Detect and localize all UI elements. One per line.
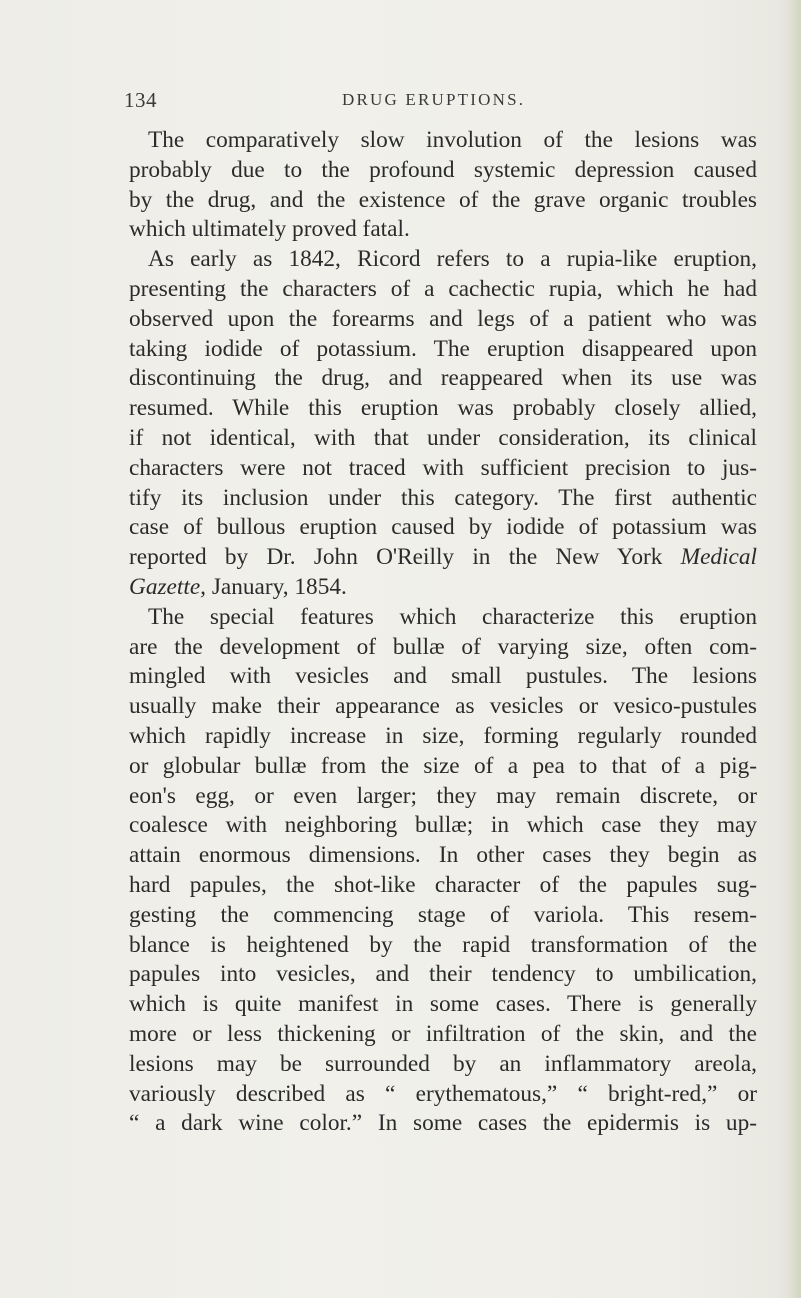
line-text: which ultimately proved fatal. <box>129 216 410 243</box>
line-text: January, 1854. <box>206 573 347 600</box>
text-line <box>129 1020 757 1050</box>
text-line <box>129 1050 757 1080</box>
text-line <box>129 126 757 156</box>
line-text: by the drug, and the existence of the grave organic troubles <box>129 186 757 213</box>
line-text: The comparatively slow involution of the lesions was <box>148 127 757 153</box>
line-text: taking iodide of potassium. The eruption disappeared upon <box>129 335 757 362</box>
running-title: DRUG ERUPTIONS. <box>342 90 526 109</box>
line-text: presenting the characters of a cachectic rupia, which he had <box>129 275 757 302</box>
text-line <box>129 215 757 245</box>
line-text: discontinuing the drug, and reappeared when its use was <box>129 365 757 392</box>
line-text: if not identical, with that under consideration, its clinical <box>129 424 757 451</box>
text-line <box>129 722 757 752</box>
line-text: resumed. While this eruption was probably closely allied, <box>129 395 757 422</box>
text-line <box>129 186 757 216</box>
text-line <box>129 484 757 514</box>
text-line <box>129 931 757 961</box>
text-line <box>129 394 757 424</box>
line-text: attain enormous dimensions. In other cases they begin as <box>129 842 757 869</box>
text-line <box>129 871 757 901</box>
line-text: hard papules, the shot-like character of the papules sug- <box>129 871 757 898</box>
text-line <box>129 156 757 186</box>
italic-text: Medical <box>680 544 757 571</box>
text-line <box>129 513 757 543</box>
text-line <box>129 424 757 454</box>
line-text: tify its inclusion under this category. The first authentic <box>129 484 757 511</box>
line-text: which is quite manifest in some cases. There is generally <box>129 991 757 1018</box>
italic-text: Gazette, <box>129 573 206 600</box>
line-text: usually make their appearance as vesicles or vesico-pustules <box>129 693 757 720</box>
text-line <box>129 543 757 573</box>
line-text: reported by Dr. John O'Reilly in the New York <box>129 544 681 571</box>
page-edge-shadow <box>789 0 801 1298</box>
text-line <box>129 573 757 603</box>
text-line <box>129 275 757 305</box>
text-line <box>129 1109 757 1139</box>
text-line <box>129 960 757 990</box>
page-header <box>124 88 764 120</box>
text-line <box>129 603 757 633</box>
text-line <box>129 752 757 782</box>
text-line <box>129 305 757 335</box>
line-text: case of bullous eruption caused by iodide of potassium was <box>129 514 757 541</box>
text-line <box>129 335 757 365</box>
page-number: 134 <box>124 88 157 112</box>
line-text: are the development of bullæ of varying size, often com- <box>129 633 757 660</box>
text-line <box>129 782 757 812</box>
line-text: coalesce with neighboring bullæ; in which case they may <box>129 812 757 839</box>
text-line <box>129 692 757 722</box>
line-text: The special features which characterize this eruption <box>148 603 757 630</box>
line-text: blance is heightened by the rapid transformation of the <box>129 931 757 958</box>
text-line <box>129 454 757 484</box>
line-text: observed upon the forearms and legs of a patient who was <box>129 305 757 332</box>
line-text: mingled with vesicles and small pustules. The lesions <box>129 663 757 690</box>
line-text: characters were not traced with sufficient precision to jus- <box>129 454 757 481</box>
line-text: or globular bullæ from the size of a pea to that of a pig- <box>129 752 757 779</box>
line-text: variously described as “ erythematous,” “ bright-red,” or <box>129 1080 757 1107</box>
line-text: which rapidly increase in size, forming regularly rounded <box>129 722 757 749</box>
line-text: “ a dark wine color.” In some cases the epidermis is up- <box>129 1110 757 1137</box>
text-line <box>129 990 757 1020</box>
line-text: more or less thickening or infiltration of the skin, and the <box>129 1020 757 1047</box>
body-text <box>129 126 757 1139</box>
text-line <box>129 1080 757 1110</box>
line-text: gesting the commencing stage of variola. This resem- <box>129 901 757 928</box>
line-text: eon's egg, or even larger; they may remain discrete, or <box>129 782 757 809</box>
line-text: papules into vesicles, and their tendency to umbilication, <box>129 961 757 988</box>
text-line <box>129 633 757 663</box>
line-text: As early as 1842, Ricord refers to a rupia-like eruption, <box>148 246 757 273</box>
line-text: probably due to the profound systemic depression caused <box>129 156 757 183</box>
text-line <box>129 841 757 871</box>
text-line <box>129 662 757 692</box>
text-line <box>129 811 757 841</box>
text-line <box>129 364 757 394</box>
line-text: lesions may be surrounded by an inflammatory areola, <box>129 1050 757 1077</box>
text-line <box>129 901 757 931</box>
text-line <box>129 245 757 275</box>
